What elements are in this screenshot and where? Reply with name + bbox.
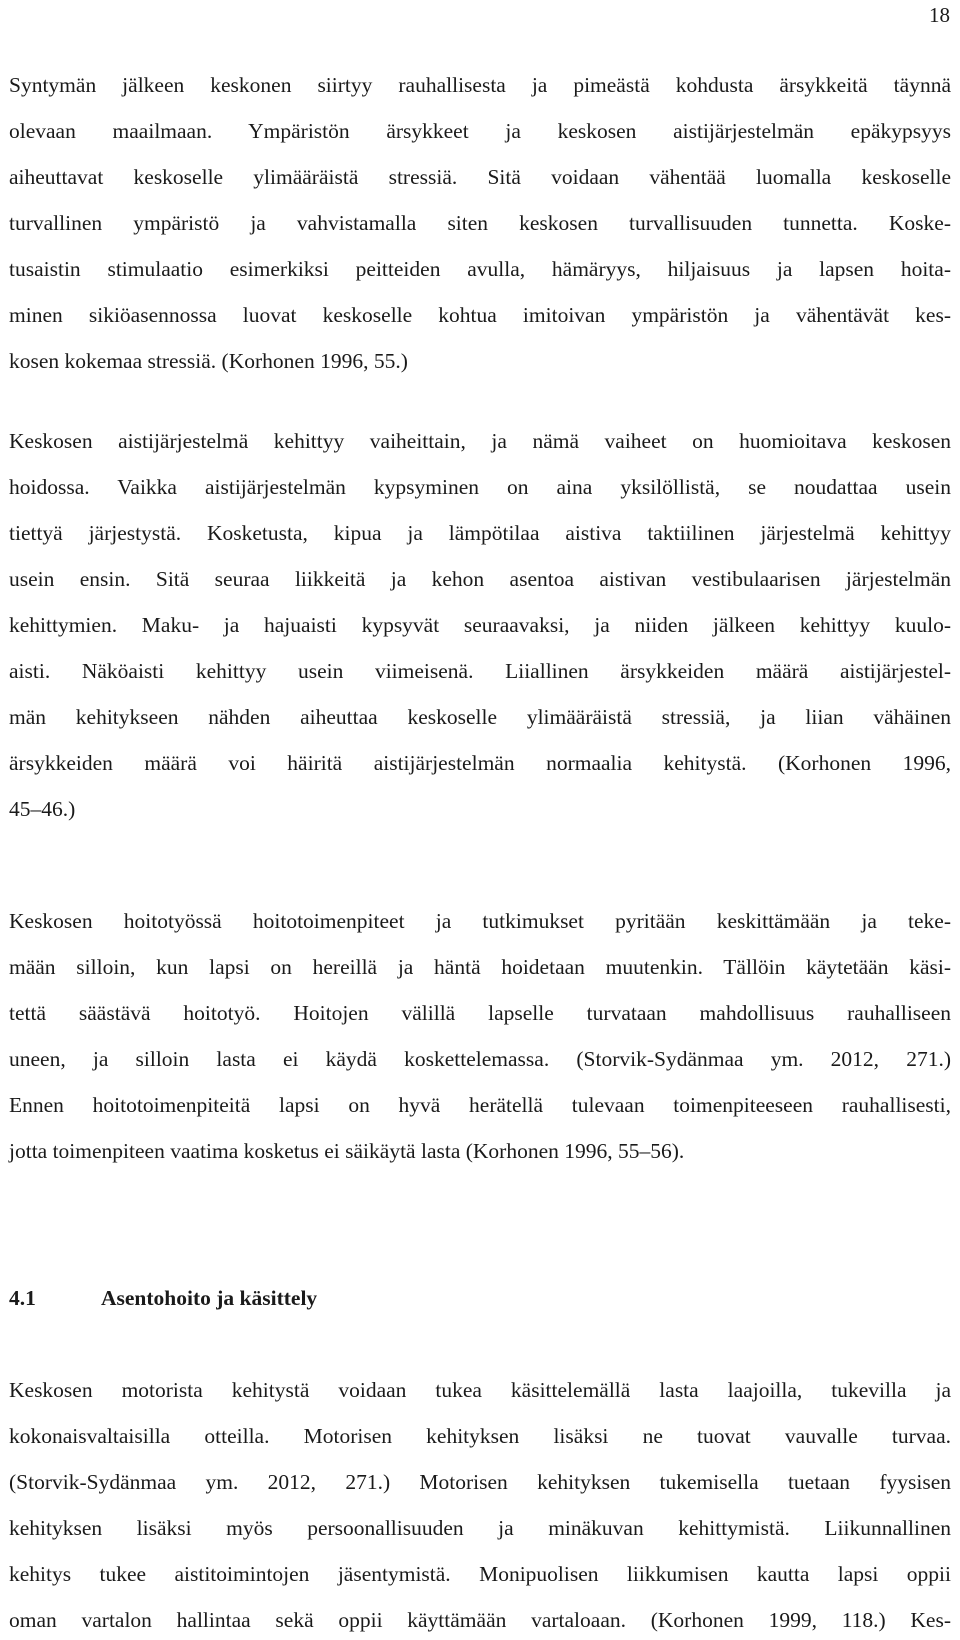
text-line: män kehitykseen nähden aiheuttaa keskoselle ylimääräistä stressiä, ja liian vähäinen bbox=[9, 705, 951, 729]
text-line: usein ensin. Sitä seuraa liikkeitä ja kehon asentoa aistivan vestibulaarisen järjestelmän bbox=[9, 567, 951, 591]
text-line: uneen, ja silloin lasta ei käydä koskettelemassa. (Storvik-Sydänmaa ym. 2012, 271.) bbox=[9, 1047, 951, 1071]
text-line: oman vartalon hallintaa sekä oppii käyttämään vartaloaan. (Korhonen 1999, 118.) Kes- bbox=[9, 1608, 951, 1632]
text-line: jotta toimenpiteen vaatima kosketus ei säikäytä lasta (Korhonen 1996, 55–56). bbox=[9, 1139, 685, 1163]
text-line: tiettyä järjestystä. Kosketusta, kipua ja lämpötilaa aistiva taktiilinen järjestelmä kehittyy bbox=[9, 521, 951, 545]
text-line: Keskosen hoitotyössä hoitotoimenpiteet ja tutkimukset pyritään keskittämään ja teke- bbox=[9, 909, 951, 933]
text-line: turvallinen ympäristö ja vahvistamalla siten keskosen turvallisuuden tunnetta. Koske- bbox=[9, 211, 951, 235]
text-line: (Storvik-Sydänmaa ym. 2012, 271.) Motorisen kehityksen tukemisella tuetaan fyysisen bbox=[9, 1470, 951, 1494]
text-line: kosen kokemaa stressiä. (Korhonen 1996, 55.) bbox=[9, 349, 408, 373]
text-line: mään silloin, kun lapsi on hereillä ja häntä hoidetaan muutenkin. Tällöin käytetään käsi- bbox=[9, 955, 951, 979]
text-line: ärsykkeiden määrä voi häiritä aistijärjestelmän normaalia kehitystä. (Korhonen 1996, bbox=[9, 751, 951, 775]
section-number: 4.1 bbox=[9, 1286, 36, 1310]
text-line: tusaistin stimulaatio esimerkiksi peitteiden avulla, hämäryys, hiljaisuus ja lapsen hoita- bbox=[9, 257, 951, 281]
text-line: Syntymän jälkeen keskonen siirtyy rauhallisesta ja pimeästä kohdusta ärsykkeitä täynnä bbox=[9, 73, 951, 97]
text-line: Ennen hoitotoimenpiteitä lapsi on hyvä herätellä tulevaan toimenpiteeseen rauhallisesti, bbox=[9, 1093, 951, 1117]
text-line: aiheuttavat keskoselle ylimääräistä stressiä. Sitä voidaan vähentää luomalla keskoselle bbox=[9, 165, 951, 189]
text-line: Keskosen motorista kehitystä voidaan tukea käsittelemällä lasta laajoilla, tukevilla ja bbox=[9, 1378, 951, 1402]
text-line: kehityksen lisäksi myös persoonallisuuden ja minäkuvan kehittymistä. Liikunnallinen bbox=[9, 1516, 951, 1540]
section-heading bbox=[9, 1284, 317, 1312]
text-line: Keskosen aistijärjestelmä kehittyy vaiheittain, ja nämä vaiheet on huomioitava keskosen bbox=[9, 429, 951, 453]
text-line: tettä säästävä hoitotyö. Hoitojen välillä lapselle turvataan mahdollisuus rauhalliseen bbox=[9, 1001, 951, 1025]
text-line: 45–46.) bbox=[9, 797, 76, 821]
text-line: kehitys tukee aistitoimintojen jäsentymistä. Monipuolisen liikkumisen kautta lapsi oppii bbox=[9, 1562, 951, 1586]
text-line: hoidossa. Vaikka aistijärjestelmän kypsyminen on aina yksilöllistä, se noudattaa usein bbox=[9, 475, 951, 499]
text-line: kokonaisvaltaisilla otteilla. Motorisen kehityksen lisäksi ne tuovat vauvalle turvaa. bbox=[9, 1424, 951, 1448]
text-line: minen sikiöasennossa luovat keskoselle kohtua imitoivan ympäristön ja vähentävät kes- bbox=[9, 303, 951, 327]
text-line: kehittymien. Maku- ja hajuaisti kypsyvät seuraavaksi, ja niiden jälkeen kehittyy kuulo- bbox=[9, 613, 951, 637]
section-title: Asentohoito ja käsittely bbox=[101, 1286, 318, 1310]
text-line: olevaan maailmaan. Ympäristön ärsykkeet ja keskosen aistijärjestelmän epäkypsyys bbox=[9, 119, 951, 143]
page-number: 18 bbox=[929, 3, 950, 27]
text-line: aisti. Näköaisti kehittyy usein viimeisenä. Liiallinen ärsykkeiden määrä aistijärjestel- bbox=[9, 659, 951, 683]
